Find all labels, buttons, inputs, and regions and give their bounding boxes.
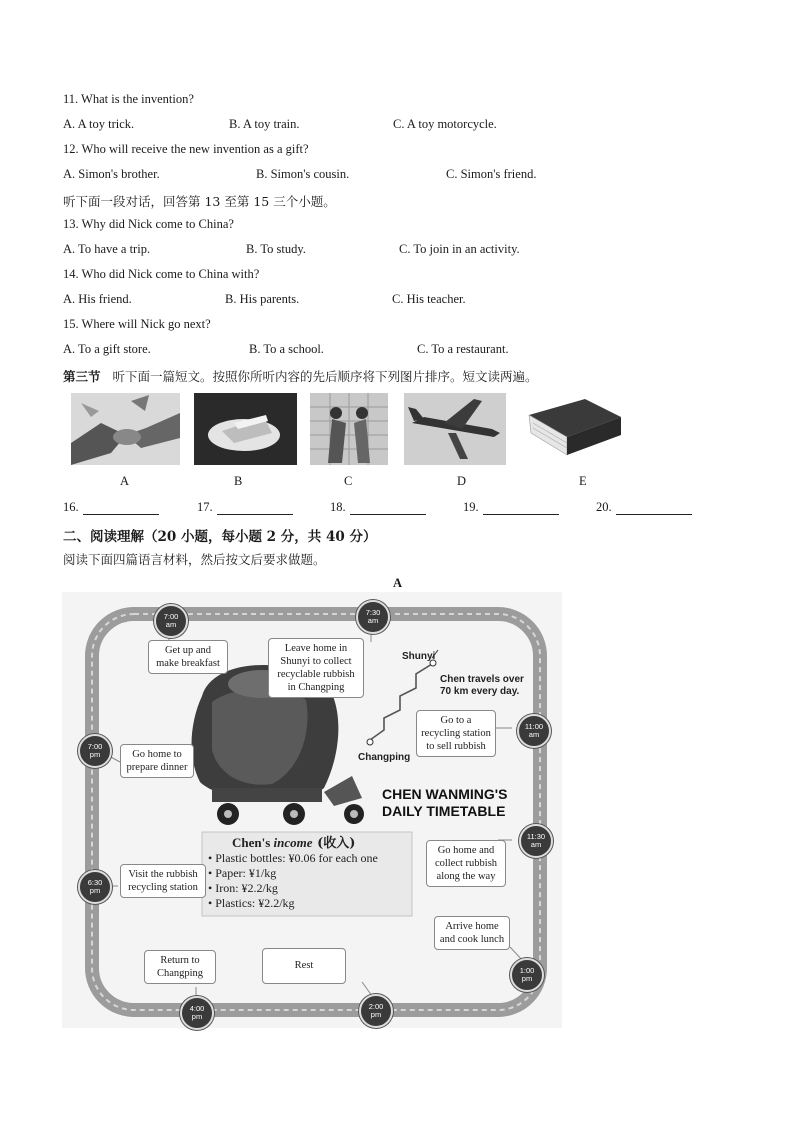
clock-1100-am bbox=[517, 714, 551, 748]
step-recycling-station: Go to a recycling station to sell rubbish bbox=[416, 710, 496, 757]
q11-option-c[interactable]: C. A toy motorcycle. bbox=[393, 117, 497, 131]
picture-label-d: D bbox=[457, 474, 467, 488]
clock-1130-am bbox=[519, 824, 553, 858]
q14-option-a[interactable]: A. His friend. bbox=[63, 292, 132, 306]
step-visit-station: Visit the rubbish recycling station bbox=[120, 864, 206, 898]
reading-heading: 二、阅读理解（20 小题，每小题 2 分，共 40 分） bbox=[63, 529, 377, 545]
clock-period: am bbox=[367, 616, 379, 625]
clock-0700-am bbox=[154, 604, 188, 638]
clock-time: 7:00 bbox=[87, 742, 103, 751]
answer-20-blank[interactable] bbox=[616, 502, 692, 515]
picture-label-e: E bbox=[579, 474, 587, 488]
answer-19-number: 19. bbox=[463, 500, 479, 514]
clock-time: 6:30 bbox=[87, 878, 103, 887]
clock-period: pm bbox=[89, 886, 101, 895]
q11-option-a[interactable]: A. A toy trick. bbox=[63, 117, 135, 131]
picture-b-food bbox=[194, 393, 297, 465]
clock-0200-pm bbox=[359, 994, 393, 1028]
question-12: 12. Who will receive the new invention as a gift? bbox=[63, 142, 309, 156]
clock-time: 7:00 bbox=[163, 612, 179, 621]
q15-option-c[interactable]: C. To a restaurant. bbox=[417, 342, 509, 356]
answer-18-blank[interactable] bbox=[350, 502, 426, 515]
clock-0400-pm bbox=[180, 996, 214, 1030]
clock-time: 4:00 bbox=[189, 1004, 205, 1013]
q12-option-b[interactable]: B. Simon's cousin. bbox=[256, 167, 350, 181]
step-arrive-home: Arrive home and cook lunch bbox=[434, 916, 510, 950]
picture-c-bowing bbox=[310, 393, 388, 465]
section-3-instruction bbox=[63, 367, 537, 385]
passage-label: A bbox=[393, 576, 403, 590]
daily-timetable bbox=[62, 592, 562, 1028]
q13-option-c[interactable]: C. To join in an activity. bbox=[399, 242, 520, 256]
clock-time: 11:30 bbox=[526, 832, 546, 841]
q11-option-b[interactable]: B. A toy train. bbox=[229, 117, 300, 131]
clock-period: am bbox=[530, 840, 542, 849]
answer-17-blank[interactable] bbox=[217, 502, 293, 515]
map-label-shunyi: Shunyi bbox=[402, 651, 436, 662]
q13-option-a[interactable]: A. To have a trip. bbox=[63, 242, 151, 256]
picture-label-c: C bbox=[344, 474, 353, 488]
clock-time: 2:00 bbox=[368, 1002, 384, 1011]
picture-label-b: B bbox=[234, 474, 243, 488]
clock-0700-pm bbox=[78, 734, 112, 768]
map-label-changping: Changping bbox=[358, 752, 411, 763]
q13-option-b[interactable]: B. To study. bbox=[246, 242, 306, 256]
income-item: • Iron: ¥2.2/kg bbox=[208, 881, 278, 895]
q14-option-b[interactable]: B. His parents. bbox=[225, 292, 300, 306]
answer-20 bbox=[596, 500, 692, 515]
picture-label-a: A bbox=[120, 474, 130, 488]
step-go-home-collect: Go home and collect rubbish along the way bbox=[426, 840, 506, 887]
income-title-c: (收入) bbox=[312, 836, 356, 851]
question-14: 14. Who did Nick come to China with? bbox=[63, 267, 260, 281]
clock-period: pm bbox=[370, 1010, 382, 1019]
question-13: 13. Why did Nick come to China? bbox=[63, 217, 234, 231]
clock-time: 1:00 bbox=[519, 966, 535, 975]
question-11: 11. What is the invention? bbox=[63, 92, 194, 106]
clock-period: pm bbox=[191, 1012, 203, 1021]
instruction-13-15: 听下面一段对话，回答第 13 至第 15 三个小题。 bbox=[63, 194, 336, 209]
income-title bbox=[232, 835, 355, 851]
section-3-text: 听下面一篇短文。按照你所听内容的先后顺序将下列图片排序。短文读两遍。 bbox=[112, 369, 538, 384]
answer-19-blank[interactable] bbox=[483, 502, 559, 515]
answer-16 bbox=[63, 500, 159, 515]
clock-0730-am bbox=[356, 600, 390, 634]
q12-option-c[interactable]: C. Simon's friend. bbox=[446, 167, 537, 181]
picture-d-airplane bbox=[404, 393, 506, 465]
q14-option-c[interactable]: C. His teacher. bbox=[392, 292, 466, 306]
income-title-b: income bbox=[273, 835, 313, 850]
answer-17-number: 17. bbox=[197, 500, 213, 514]
section-3-label: 第三节 bbox=[63, 369, 101, 384]
income-item: • Plastic bottles: ¥0.06 for each one bbox=[208, 851, 378, 865]
answer-16-number: 16. bbox=[63, 500, 79, 514]
clock-time: 11:00 bbox=[524, 722, 544, 731]
answer-18-number: 18. bbox=[330, 500, 346, 514]
clock-period: pm bbox=[89, 750, 101, 759]
clock-period: pm bbox=[521, 974, 533, 983]
picture-e-book bbox=[523, 393, 625, 465]
step-get-up: Get up and make breakfast bbox=[148, 640, 228, 674]
reading-instruction: 阅读下面四篇语言材料，然后按文后要求做题。 bbox=[63, 552, 326, 567]
answer-19 bbox=[463, 500, 559, 515]
picture-a-handshake bbox=[71, 393, 180, 465]
timetable-title bbox=[382, 786, 507, 820]
income-title-a: Chen's bbox=[232, 835, 274, 850]
q12-option-a[interactable]: A. Simon's brother. bbox=[63, 167, 160, 181]
question-15: 15. Where will Nick go next? bbox=[63, 317, 211, 331]
clock-0100-pm bbox=[510, 958, 544, 992]
answer-18 bbox=[330, 500, 426, 515]
q15-option-b[interactable]: B. To a school. bbox=[249, 342, 324, 356]
clock-period: am bbox=[165, 620, 177, 629]
income-item: • Plastics: ¥2.2/kg bbox=[208, 896, 295, 910]
clock-0630-pm bbox=[78, 870, 112, 904]
timetable-title-line1: CHEN WANMING'S bbox=[382, 786, 508, 802]
answer-20-number: 20. bbox=[596, 500, 612, 514]
answer-17 bbox=[197, 500, 293, 515]
step-rest: Rest bbox=[262, 948, 346, 984]
map-distance-note: Chen travels over 70 km every day. bbox=[440, 674, 524, 697]
answer-16-blank[interactable] bbox=[83, 502, 159, 515]
step-return-changping: Return to Changping bbox=[144, 950, 216, 984]
timetable-title-line2: DAILY TIMETABLE bbox=[382, 803, 506, 819]
step-leave-home: Leave home in Shunyi to collect recyclable rubbish in Changping bbox=[268, 638, 364, 698]
q15-option-a[interactable]: A. To a gift store. bbox=[63, 342, 151, 356]
step-prepare-dinner: Go home to prepare dinner bbox=[120, 744, 194, 778]
clock-time: 7:30 bbox=[365, 608, 381, 617]
income-item: • Paper: ¥1/kg bbox=[208, 866, 277, 880]
clock-period: am bbox=[528, 730, 540, 739]
